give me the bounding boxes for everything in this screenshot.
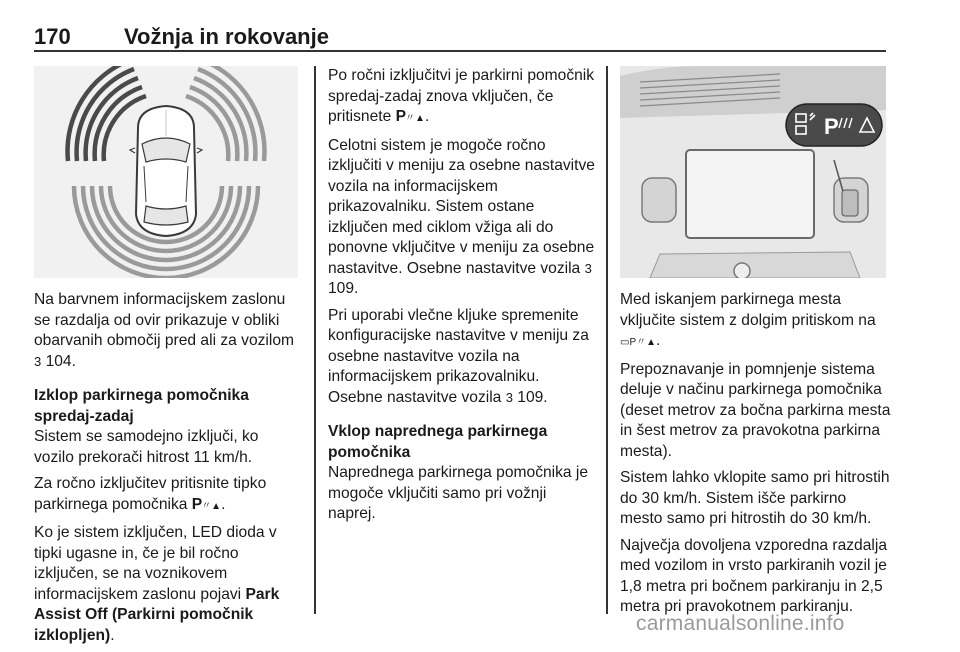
volume-knob [734,263,750,278]
paragraph-max-distance: Največja dovoljena vzporedna razdalja med vozilom in vrsto parkiranih vozil je 1,8 metra pri bočnem parkiranju in 2,5 metra pri pravokotnem parkiranju. [620,536,887,615]
page-title: Vožnja in rokovanje [124,24,329,49]
paragraph-speed-limit: Sistem lahko vklopite samo pri hitrostih do 30 km/h. Sistem išče parkirno mesto samo pri hitrostih do 30 km/h. [620,469,890,527]
park-key-letter: P [824,114,839,139]
heading-advanced-on: Vklop naprednega parkirnega pomočnika [328,423,548,461]
paragraph-recognition: Prepoznavanje in pomnjenje sistema deluje v načinu parkirnega pomočnika (deset metrov za bočna parkirna mesta in šest metrov za pravokotna parkirna mesta). [620,360,891,460]
dashboard-figure [620,66,886,278]
column-2 [328,66,596,531]
paragraph-reactivate: Po ročni izključitvi je parkirni pomočnik spredaj-zadaj znova vključen, če pritisnete P〃▲. [328,67,595,125]
dashboard-illustration [620,66,886,278]
column-divider-2 [606,66,608,614]
header-rule [34,50,886,52]
sensor-wave-icon: 〃▲ [405,113,425,124]
paragraph-advanced-forward: Naprednega parkirnega pomočnika je mogoče vključiti samo pri vožnji naprej. [328,464,589,522]
front-left-sensor-arcs [68,66,146,161]
infotainment-screen [686,150,814,238]
reference-arrow-icon: 3 [34,353,42,369]
reference-arrow-icon: 3 [584,260,592,276]
sensor-wave-icon: 〃▲ [201,500,222,512]
paragraph-led-off: Ko je sistem izključen, LED dioda v tipki ugasne in, če je bil ročno izključen, se na voznikovem informacijskem zaslonu pojavi Park Assist Off (Parkirni pomočnik izklopljen). [34,524,280,644]
paragraph-display-zones: Na barvnem informacijskem zaslonu se razdalja od ovir prikazuje v obliki obarvanih območij pred ali za vozilom 3 104. [34,291,295,370]
car-top-view [130,106,202,236]
paragraph-personal-settings: Celotni sistem je mogoče ročno izključiti v meniju za osebne nastavitve vozila na informacijskem prikazovalniku. Sistem ostane izključen med ciklom vžiga ali do ponovne vključitve v meniju za osebne nastavitve. Osebne nastavitve vozila 3 109. [328,136,595,297]
column-3 [620,290,892,624]
column-divider-1 [314,66,316,614]
paragraph-long-press: Med iskanjem parkirnega mesta vključite sistem z dolgim pritiskom na ▭P〃▲. [620,291,876,349]
paragraph-manual-off: Za ročno izključitev pritisnite tipko parkirnega pomočnika P〃▲. [34,475,267,513]
watermark: carmanualsonline.info [636,612,845,635]
park-assist-key-icon: P [191,495,202,513]
heading-switch-off: Izklop parkirnega pomočnika spredaj-zadaj [34,387,249,425]
paragraph-auto-off: Sistem se samodejno izključi, ko vozilo prekorači hitrost 11 km/h. [34,428,259,466]
front-right-sensor-arcs [186,66,264,161]
column-1 [34,290,302,652]
reference-arrow-icon: 3 [505,389,513,405]
park-assist-key-icon: P [395,108,406,125]
advanced-park-assist-icon: ▭P〃▲ [620,337,657,348]
page-number: 170 [34,24,71,49]
page-header [34,22,886,52]
car-sensor-illustration [34,66,298,278]
paragraph-towbar: Pri uporabi vlečne kljuke spremenite konfiguracijske nastavitve v meniju za osebne nastavitve vozila na informacijskem prikazovalniku. Osebne nastavitve vozila 3 109. [328,306,589,406]
parking-sensor-figure [34,66,298,278]
